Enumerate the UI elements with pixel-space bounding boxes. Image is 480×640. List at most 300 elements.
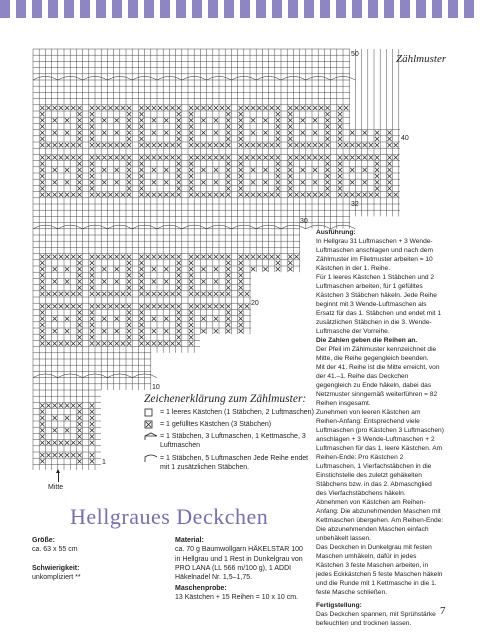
- filled-cell-mark: [189, 273, 193, 277]
- filled-cell-mark: [195, 304, 199, 308]
- filled-cell-mark: [127, 335, 131, 339]
- filled-cell-mark: [226, 162, 230, 166]
- filled-cell-mark: [239, 279, 243, 283]
- filled-cell-mark: [164, 341, 168, 345]
- filled-cell-mark: [90, 441, 94, 445]
- filled-cell-mark: [53, 193, 57, 197]
- filled-cell-mark: [276, 261, 280, 265]
- filled-cell-mark: [65, 279, 69, 283]
- filled-cell-mark: [189, 155, 193, 159]
- filled-cell-mark: [226, 267, 230, 271]
- filled-cell-mark: [77, 403, 81, 407]
- filled-cell-mark: [90, 292, 94, 296]
- filled-cell-mark: [375, 162, 379, 166]
- filled-cell-mark: [307, 155, 311, 159]
- filled-cell-mark: [121, 106, 125, 110]
- filled-cell-mark: [46, 403, 50, 407]
- filled-cell-mark: [108, 255, 112, 259]
- filled-cell-mark: [77, 137, 81, 141]
- page-number: 7: [440, 605, 446, 617]
- filled-cell-mark: [40, 137, 44, 141]
- filled-cell-mark: [127, 329, 131, 333]
- filled-cell-mark: [77, 329, 81, 333]
- filled-cell-mark: [90, 317, 94, 321]
- filled-cell-mark: [65, 416, 69, 420]
- filled-cell-mark: [158, 143, 162, 147]
- filled-cell-mark: [226, 273, 230, 277]
- filled-cell-mark: [40, 143, 44, 147]
- filled-cell-mark: [325, 174, 329, 178]
- filled-cell-mark: [127, 286, 131, 290]
- filled-cell-mark: [53, 267, 57, 271]
- filled-cell-mark: [71, 193, 75, 197]
- filled-cell-mark: [77, 143, 81, 147]
- filled-cell-mark: [59, 193, 63, 197]
- filled-cell-mark: [127, 273, 131, 277]
- filled-cell-mark: [96, 304, 100, 308]
- filled-cell-mark: [189, 267, 193, 271]
- filled-cell-mark: [313, 143, 317, 147]
- filled-cell-mark: [344, 193, 348, 197]
- filled-cell-mark: [139, 286, 143, 290]
- lacet-icon: [144, 432, 158, 441]
- filled-cell-mark: [257, 193, 261, 197]
- filled-cell-mark: [338, 143, 342, 147]
- filled-cell-mark: [40, 335, 44, 339]
- filled-cell-mark: [53, 317, 57, 321]
- filled-cell-mark: [40, 410, 44, 414]
- filled-cell-mark: [139, 292, 143, 296]
- filled-cell-mark: [139, 118, 143, 122]
- filled-cell-mark: [115, 341, 119, 345]
- filled-cell-mark: [90, 267, 94, 271]
- filled-cell-mark: [152, 155, 156, 159]
- filled-cell-mark: [177, 106, 181, 110]
- filled-cell-mark: [115, 168, 119, 172]
- filled-cell-mark: [288, 186, 292, 190]
- filled-cell-mark: [146, 255, 150, 259]
- filled-cell-mark: [96, 106, 100, 110]
- filled-cell-mark: [338, 155, 342, 159]
- filled-cell-mark: [90, 410, 94, 414]
- filled-cell-mark: [189, 329, 193, 333]
- filled-cell-mark: [127, 304, 131, 308]
- filled-cell-mark: [375, 143, 379, 147]
- filled-cell-mark: [115, 279, 119, 283]
- filled-cell-mark: [46, 441, 50, 445]
- filled-cell-mark: [108, 341, 112, 345]
- filled-cell-mark: [127, 292, 131, 296]
- filled-cell-mark: [59, 143, 63, 147]
- filled-cell-mark: [363, 155, 367, 159]
- material-block: [175, 536, 305, 582]
- filled-cell-mark: [344, 106, 348, 110]
- filled-cell-mark: [189, 118, 193, 122]
- filled-cell-mark: [40, 261, 44, 265]
- filled-cell-mark: [177, 267, 181, 271]
- filled-cell-mark: [40, 428, 44, 432]
- filled-cell-mark: [263, 267, 267, 271]
- filled-cell-mark: [102, 118, 106, 122]
- filled-cell-mark: [226, 193, 230, 197]
- filled-cell-mark: [90, 459, 94, 463]
- filled-cell-mark: [90, 273, 94, 277]
- filled-cell-mark: [276, 137, 280, 141]
- filled-cell-mark: [375, 174, 379, 178]
- filled-cell-mark: [77, 174, 81, 178]
- filled-cell-mark: [90, 434, 94, 438]
- filled-cell-mark: [251, 180, 255, 184]
- filled-cell-mark: [177, 193, 181, 197]
- filled-cell-mark: [387, 174, 391, 178]
- filled-cell-mark: [201, 180, 205, 184]
- filled-cell-mark: [208, 143, 212, 147]
- filled-cell-mark: [53, 453, 57, 457]
- instruction-paragraph: Abnehmen von Kästchen am Reihen-Anfang: Die abzunehmenden Maschen mit Kettmaschen übergehen. Am Reihen-Ende: Die abzunehmenden Maschen einfach unbehäkelt lassen.: [316, 499, 444, 542]
- filled-cell-mark: [387, 143, 391, 147]
- filled-cell-mark: [177, 261, 181, 265]
- filled-cell-mark: [40, 341, 44, 345]
- filled-cell-mark: [195, 292, 199, 296]
- filled-cell-mark: [127, 186, 131, 190]
- filled-cell-mark: [121, 155, 125, 159]
- filled-cell-mark: [77, 304, 81, 308]
- filled-cell-mark: [288, 143, 292, 147]
- filled-cell-mark: [115, 106, 119, 110]
- filled-cell-mark: [344, 155, 348, 159]
- filled-cell-mark: [177, 341, 181, 345]
- filled-cell-mark: [208, 155, 212, 159]
- filled-cell-mark: [177, 317, 181, 321]
- filled-cell-mark: [77, 118, 81, 122]
- filled-cell-mark: [65, 428, 69, 432]
- filled-cell-mark: [65, 118, 69, 122]
- filled-cell-mark: [53, 168, 57, 172]
- filled-cell-mark: [127, 143, 131, 147]
- filled-cell-mark: [301, 193, 305, 197]
- filled-cell-mark: [65, 255, 69, 259]
- filled-cell-mark: [226, 329, 230, 333]
- filled-cell-mark: [90, 416, 94, 420]
- filled-cell-mark: [276, 193, 280, 197]
- filled-cell-mark: [108, 155, 112, 159]
- filled-cell-mark: [164, 118, 168, 122]
- filled-cell-mark: [40, 416, 44, 420]
- filled-cell-mark: [276, 118, 280, 122]
- filled-cell-mark: [90, 329, 94, 333]
- filled-cell-mark: [139, 255, 143, 259]
- filled-cell-mark: [220, 143, 224, 147]
- filled-cell-mark: [338, 112, 342, 116]
- filled-cell-mark: [53, 304, 57, 308]
- filled-cell-mark: [59, 155, 63, 159]
- filled-cell-mark: [239, 261, 243, 265]
- filled-cell-mark: [189, 286, 193, 290]
- filled-cell-mark: [276, 106, 280, 110]
- filled-cell-mark: [288, 131, 292, 135]
- filled-cell-mark: [251, 267, 255, 271]
- filled-cell-mark: [65, 341, 69, 345]
- filled-cell-mark: [276, 131, 280, 135]
- filled-cell-mark: [338, 193, 342, 197]
- filled-cell-mark: [40, 174, 44, 178]
- filled-cell-mark: [189, 137, 193, 141]
- filled-cell-mark: [139, 131, 143, 135]
- filled-cell-mark: [102, 341, 106, 345]
- filled-cell-mark: [375, 186, 379, 190]
- legend-title: Zeichenerklärung zum Zählmuster:: [144, 393, 307, 405]
- filled-cell-mark: [115, 304, 119, 308]
- filled-cell-mark: [158, 341, 162, 345]
- instruction-paragraph: Zunehmen von leeren Kästchen am Reihen-Anfang: Entsprechend viele Luftmaschen (pro Kästchen 3 Luftmaschen) anschlagen + 3 Wende-Luftmaschen + 2 Luftmaschen für das 1. leere Kästchen. Am Reihen-Ende: Pro Kästchen 2 Luftmaschen, 1 Vierfachstäbchen in die Einstichstelle des zuletzt gehäkelten Stäbchens bzw. in das 2. Abmaschglied des Vierfachstäbchens häkeln.: [316, 409, 444, 497]
- filled-cell-mark: [177, 335, 181, 339]
- filled-cell-mark: [177, 304, 181, 308]
- filled-cell-mark: [90, 341, 94, 345]
- filled-cell-mark: [226, 168, 230, 172]
- filled-cell-mark: [350, 193, 354, 197]
- filled-cell-mark: [170, 155, 174, 159]
- legend-item-filled: [144, 420, 314, 429]
- filled-cell-mark: [102, 304, 106, 308]
- filled-cell-mark: [214, 267, 218, 271]
- filled-cell-mark: [127, 267, 131, 271]
- filled-cell-mark: [270, 255, 274, 259]
- filled-cell-mark: [77, 323, 81, 327]
- center-label: Mitte: [48, 484, 64, 491]
- filled-cell-mark: [263, 193, 267, 197]
- filled-cell-mark: [71, 341, 75, 345]
- filled-cell-mark: [214, 255, 218, 259]
- filled-cell-mark: [90, 286, 94, 290]
- filled-cell-mark: [220, 155, 224, 159]
- instruction-paragraph: In Hellgrau 31 Luftmaschen + 3 Wende-Luftmaschen anschlagen und nach dem Zählmuster im Filetmuster arbeiten = 10 Kästchen in der 1. Reihe.: [316, 238, 433, 272]
- filled-cell-mark: [270, 193, 274, 197]
- filled-cell-mark: [263, 168, 267, 172]
- filled-cell-mark: [152, 106, 156, 110]
- filled-cell-mark: [245, 255, 249, 259]
- instruction-heading: Ausführung:: [316, 229, 356, 236]
- filled-cell-mark: [90, 118, 94, 122]
- filled-cell-mark: [387, 193, 391, 197]
- filled-cell-mark: [46, 155, 50, 159]
- filled-cell-mark: [59, 453, 63, 457]
- filled-cell-mark: [313, 168, 317, 172]
- filled-cell-mark: [325, 168, 329, 172]
- filled-cell-mark: [90, 155, 94, 159]
- filled-cell-mark: [177, 323, 181, 327]
- size-label: Größe:: [32, 537, 55, 544]
- filled-cell-mark: [356, 143, 360, 147]
- filled-cell-mark: [245, 292, 249, 296]
- filled-cell-mark: [139, 341, 143, 345]
- filled-cell-mark: [251, 155, 255, 159]
- filled-cell-mark: [65, 180, 69, 184]
- legend-text-empty: = 1 leeres Kästchen (1 Stäbchen, 2 Luftmaschen): [160, 409, 314, 416]
- filled-cell-mark: [177, 329, 181, 333]
- filled-cell-mark: [90, 255, 94, 259]
- filled-cell-mark: [127, 255, 131, 259]
- filled-cell-mark: [387, 186, 391, 190]
- filled-cell-mark: [288, 162, 292, 166]
- filled-cell-mark: [77, 186, 81, 190]
- filled-cell-mark: [139, 124, 143, 128]
- filled-cell-mark: [40, 267, 44, 271]
- filled-cell-mark: [139, 261, 143, 265]
- filled-cell-mark: [59, 255, 63, 259]
- filled-cell-mark: [65, 453, 69, 457]
- filled-cell-mark: [363, 131, 367, 135]
- legend-item-arch: [144, 454, 314, 474]
- filled-cell-mark: [77, 273, 81, 277]
- filled-cell-mark: [77, 453, 81, 457]
- filled-cell-mark: [239, 118, 243, 122]
- filled-cell-mark: [46, 292, 50, 296]
- filled-cell-mark: [226, 279, 230, 283]
- filled-cell-mark: [46, 193, 50, 197]
- filled-cell-mark: [127, 106, 131, 110]
- filled-cell-mark: [170, 255, 174, 259]
- filled-cell-mark: [251, 131, 255, 135]
- filled-cell-mark: [152, 255, 156, 259]
- filled-cell-mark: [40, 155, 44, 159]
- filled-cell-mark: [40, 304, 44, 308]
- filled-cell-mark: [350, 143, 354, 147]
- filled-cell-mark: [263, 143, 267, 147]
- filled-cell-mark: [77, 292, 81, 296]
- filled-cell-mark: [325, 180, 329, 184]
- filled-cell-mark: [201, 304, 205, 308]
- filled-cell-mark: [239, 304, 243, 308]
- filled-cell-mark: [127, 261, 131, 265]
- filled-cell-mark: [375, 180, 379, 184]
- filled-cell-mark: [239, 317, 243, 321]
- filled-cell-mark: [158, 155, 162, 159]
- filled-cell-mark: [158, 106, 162, 110]
- filled-cell-mark: [158, 292, 162, 296]
- filled-cell-mark: [40, 255, 44, 259]
- filled-cell-mark: [164, 267, 168, 271]
- center-arrow-icon: [58, 472, 59, 482]
- filled-cell-mark: [127, 124, 131, 128]
- filled-cell-mark: [152, 279, 156, 283]
- filled-cell-mark: [214, 106, 218, 110]
- filled-cell-mark: [251, 193, 255, 197]
- filled-cell-mark: [115, 131, 119, 135]
- filled-cell-mark: [146, 304, 150, 308]
- filled-cell-mark: [356, 193, 360, 197]
- filled-cell-mark: [245, 304, 249, 308]
- filled-cell-mark: [71, 403, 75, 407]
- filled-cell-mark: [139, 155, 143, 159]
- filled-cell-mark: [251, 106, 255, 110]
- filled-cell-mark: [263, 255, 267, 259]
- filled-cell-mark: [177, 124, 181, 128]
- row-number-40: 40: [401, 135, 409, 142]
- filled-cell-mark: [146, 155, 150, 159]
- filled-cell-mark: [40, 279, 44, 283]
- filled-cell-mark: [115, 180, 119, 184]
- filled-cell-mark: [77, 255, 81, 259]
- filled-cell-mark: [239, 286, 243, 290]
- filled-cell-mark: [139, 193, 143, 197]
- filled-cell-mark: [77, 106, 81, 110]
- filled-square-icon: [144, 420, 158, 429]
- filled-cell-mark: [102, 155, 106, 159]
- difficulty-label: Schwierigkeit:: [32, 565, 80, 572]
- filled-cell-mark: [338, 124, 342, 128]
- filled-cell-mark: [325, 131, 329, 135]
- filled-cell-mark: [90, 304, 94, 308]
- filled-cell-mark: [344, 143, 348, 147]
- filled-cell-mark: [139, 162, 143, 166]
- filled-cell-mark: [313, 131, 317, 135]
- filled-cell-mark: [369, 193, 373, 197]
- filled-cell-mark: [108, 106, 112, 110]
- filled-cell-mark: [121, 292, 125, 296]
- filled-cell-mark: [288, 174, 292, 178]
- filled-cell-mark: [65, 304, 69, 308]
- filled-cell-mark: [226, 137, 230, 141]
- filled-cell-mark: [102, 255, 106, 259]
- legend-text-lacet: = 1 Stäbchen, 3 Luftmaschen, 1 Kettmasche, 3 Luftmaschen: [160, 433, 306, 449]
- filled-cell-mark: [115, 329, 119, 333]
- filled-cell-mark: [96, 292, 100, 296]
- filled-cell-mark: [313, 118, 317, 122]
- filled-cell-mark: [164, 143, 168, 147]
- filled-cell-mark: [77, 286, 81, 290]
- filled-cell-mark: [189, 131, 193, 135]
- filled-cell-mark: [239, 310, 243, 314]
- filled-cell-mark: [71, 292, 75, 296]
- filled-cell-mark: [301, 168, 305, 172]
- filled-cell-mark: [90, 143, 94, 147]
- filled-cell-mark: [65, 193, 69, 197]
- filled-cell-mark: [71, 255, 75, 259]
- filled-cell-mark: [201, 168, 205, 172]
- filled-cell-mark: [46, 304, 50, 308]
- filled-cell-mark: [208, 106, 212, 110]
- filled-cell-mark: [77, 341, 81, 345]
- filled-cell-mark: [121, 255, 125, 259]
- filled-cell-mark: [77, 155, 81, 159]
- filled-cell-mark: [59, 106, 63, 110]
- filled-cell-mark: [195, 155, 199, 159]
- filled-cell-mark: [189, 106, 193, 110]
- filled-cell-mark: [350, 155, 354, 159]
- filled-cell-mark: [350, 131, 354, 135]
- filled-cell-mark: [263, 131, 267, 135]
- filled-cell-mark: [319, 193, 323, 197]
- filled-cell-mark: [325, 106, 329, 110]
- filled-cell-mark: [121, 341, 125, 345]
- filled-cell-mark: [387, 180, 391, 184]
- filled-cell-mark: [189, 279, 193, 283]
- filled-cell-mark: [220, 106, 224, 110]
- row-number-10: 10: [152, 384, 160, 391]
- filled-cell-mark: [189, 261, 193, 265]
- filled-cell-mark: [257, 255, 261, 259]
- filled-cell-mark: [77, 267, 81, 271]
- filled-cell-mark: [40, 106, 44, 110]
- filled-cell-mark: [350, 168, 354, 172]
- filled-cell-mark: [65, 267, 69, 271]
- filled-cell-mark: [226, 304, 230, 308]
- filled-cell-mark: [177, 137, 181, 141]
- filled-cell-mark: [65, 143, 69, 147]
- filled-cell-mark: [90, 106, 94, 110]
- filled-cell-mark: [338, 168, 342, 172]
- filled-cell-mark: [152, 292, 156, 296]
